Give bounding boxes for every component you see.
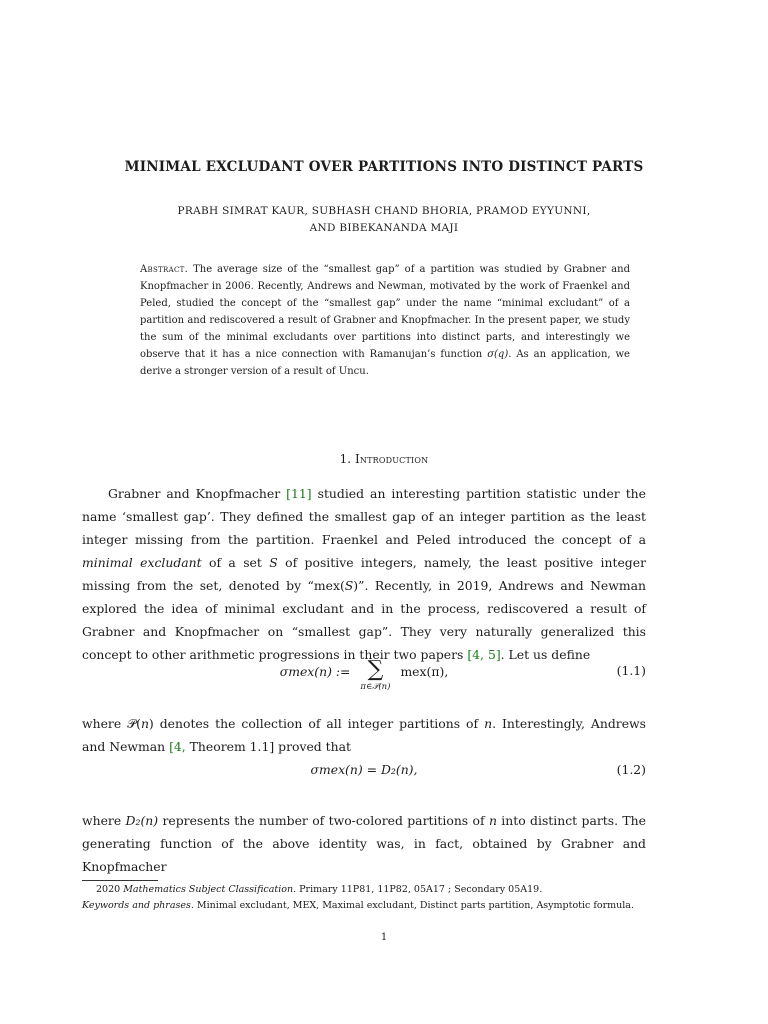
citation-link-5[interactable]: 5] xyxy=(487,647,501,662)
footnote-msc-label: Mathematics Subject Classification. xyxy=(123,884,297,895)
equation-number-1-1: (1.1) xyxy=(616,663,646,678)
intro-paragraph xyxy=(82,482,646,666)
section-name: Introduction xyxy=(354,452,429,466)
intro-text-4: of positive integers, namely, the least positive integer missing from the set, denoted by “mex( xyxy=(82,555,646,593)
eq2-body: σmex(n) = D₂(n), xyxy=(310,762,418,777)
author-line-1: PRABH SIMRAT KAUR, SUBHASH CHAND BHORIA, PRAMOD EYYUNNI, xyxy=(177,205,591,217)
citation-link-11[interactable]: [11] xyxy=(286,486,312,501)
para2-text-4: Theorem 1.1] proved that xyxy=(185,739,351,754)
intro-text-3: of a set xyxy=(201,555,270,570)
section-heading-introduction xyxy=(0,452,768,466)
footnote-keywords-label: Keywords and phrases. xyxy=(82,900,194,911)
sum-subscript: π∈𝒫(n) xyxy=(360,682,391,692)
term-minimal-excludant: minimal excludant xyxy=(82,555,202,570)
eq1-summation xyxy=(360,657,391,692)
abstract-text-a: The average size of the “smallest gap” of a partition was studied by Grabner and Knopfmacher in 2006. Recently, Andrews and Newman, motivated by the work of Fraenkel and Peled, studied the concept of the “smallest gap” under the name “minimal excludant” of a partition and rediscovered a result of Grabner and Knopfmacher. In the present paper, we study the sum of the minimal excludants over partitions into distinct parts, and interestingly we observe that it has a nice connection with Ramanujan’s function xyxy=(140,264,630,360)
footnote-msc xyxy=(82,882,646,898)
symbol-s: S xyxy=(269,555,278,570)
paragraph-2 xyxy=(82,712,646,758)
intro-text-2: studied an interesting partition statistic under the name ‘smallest gap’. They defined the smallest gap of an integer partition as the least integer missing from the partition. Fraenkel and Peled introduced the concept of a xyxy=(82,486,646,547)
equation-1-2 xyxy=(82,762,646,786)
abstract-text-b: . As an application, we derive a stronger version of a result of Uncu. xyxy=(140,349,630,377)
intro-text-6: . Let us define xyxy=(500,647,591,662)
section-number: 1. xyxy=(339,452,355,466)
citation-link-4-theorem[interactable]: [4, xyxy=(169,739,186,754)
sum-symbol: ∑ xyxy=(367,657,384,682)
para3-n: n xyxy=(488,813,497,828)
paper-title: MINIMAL EXCLUDANT OVER PARTITIONS INTO DISTINCT PARTS xyxy=(124,159,644,175)
citation-link-4[interactable]: [4, xyxy=(467,647,484,662)
intro-text-5: )”. Recently, in 2019, Andrews and Newman explored the idea of minimal excludant and in the process, rediscovered a result of Grabner and Knopfmacher on “smallest gap”. They very naturally generalized this concept to other arithmetic progressions in their two papers xyxy=(82,578,646,662)
eq1-lhs: σmex(n) := xyxy=(279,664,351,679)
equation-number-1-2: (1.2) xyxy=(616,762,646,777)
paragraph-3 xyxy=(82,809,646,878)
footnote-keywords xyxy=(82,898,646,914)
para2-n-1: n xyxy=(140,716,149,731)
para2-text-1: where 𝒫( xyxy=(82,716,141,731)
page-number: 1 xyxy=(380,932,388,943)
footnote-year: 2020 xyxy=(96,884,124,895)
abstract-label: Abstract. xyxy=(140,264,189,275)
author-line-2: AND BIBEKANANDA MAJI xyxy=(309,222,459,234)
symbol-s-2: S xyxy=(344,578,354,593)
abstract xyxy=(140,261,630,380)
para2-text-2: ) denotes the collection of all integer partitions of xyxy=(148,716,485,731)
para3-d2n: D₂(n) xyxy=(125,813,159,828)
footnote-rule xyxy=(82,880,158,881)
para3-text-2: represents the number of two-colored partitions of xyxy=(158,813,489,828)
intro-text-1: Grabner and Knopfmacher xyxy=(108,486,287,501)
para3-text-1: where xyxy=(82,813,126,828)
footnote xyxy=(82,882,646,914)
abstract-sigma-q: σ(q) xyxy=(487,349,509,360)
para2-text-3: . Interestingly, Andrews and Newman xyxy=(82,716,646,754)
para2-n-2: n xyxy=(484,716,493,731)
footnote-keywords-text: Minimal excludant, MEX, Maximal excludant, Distinct parts partition, Asymptotic formula. xyxy=(193,900,634,911)
equation-1-1 xyxy=(82,657,646,704)
eq1-rhs: mex(π), xyxy=(400,664,449,679)
footnote-msc-text: Primary 11P81, 11P82, 05A17 ; Secondary 05A19. xyxy=(296,884,543,895)
author-list xyxy=(0,203,768,237)
para3-text-3: into distinct parts. The generating function of the above identity was, in fact, obtained by Grabner and Knopfmacher xyxy=(82,813,646,874)
